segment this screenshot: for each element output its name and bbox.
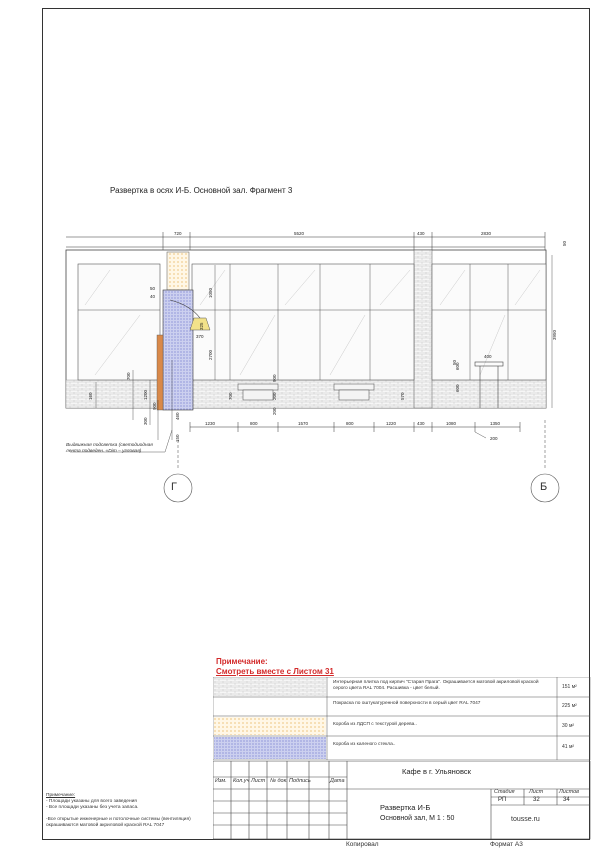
sheets-label: Листов: [559, 789, 580, 795]
sheet-label: Лист: [529, 789, 544, 795]
dim-mid-11: 50: [452, 359, 457, 365]
dim-top-1: 720: [174, 231, 182, 236]
stamp-col-kolvo: Кол.уч: [233, 778, 250, 784]
legend-item-3-text: Короба из ЛДСП с текстурой дерева..: [333, 722, 417, 727]
legend-item-4-area: 41 м²: [562, 744, 575, 750]
stamp-col-doc: № док.: [270, 778, 288, 784]
axis-left-label: Г: [171, 481, 177, 493]
dim-bottom-5: 1220: [386, 421, 397, 426]
notes-heading: Примечание:: [216, 657, 268, 666]
dim-left-10: 50: [150, 286, 156, 291]
brick-base: [66, 380, 546, 408]
dim-bottom-8: 1350: [490, 421, 501, 426]
legend-swatch-glass: [214, 737, 326, 759]
sheet-title-1: Развертка И-Б: [380, 803, 431, 812]
legend-item-4-text: Короба из каленого стекла..: [333, 742, 396, 747]
legend-swatch-brick: [214, 678, 326, 696]
dim-mid-4: 200: [272, 392, 277, 400]
brick-column: [414, 250, 432, 408]
dim-bottom-1: 1230: [205, 421, 216, 426]
dim-left-6: 300: [143, 417, 148, 425]
stamp-col-sign: Подпись: [289, 778, 311, 784]
bottom-dimension-line: [190, 422, 520, 432]
dim-left-3: 2700: [208, 349, 213, 360]
sheet-title-2: Основной зал, М 1 : 50: [380, 815, 455, 822]
wood-box: [167, 252, 189, 290]
dim-top-2: 5520: [294, 231, 305, 236]
stamp-col-date: Дата: [330, 778, 345, 784]
footer-format: Формат А3: [490, 841, 523, 848]
company-name: tousse.ru: [511, 816, 540, 823]
dim-bottom-6: 430: [417, 421, 425, 426]
sheet-value: 32: [533, 797, 540, 803]
side-note-2: - Все площади указаны без учета запаса.: [46, 805, 139, 810]
dim-mid-7: 570: [400, 392, 405, 400]
dim-bottom-3: 1570: [298, 421, 309, 426]
dim-mid-3: 900: [272, 374, 277, 382]
dim-left-11: 40: [150, 294, 156, 299]
legend-item-2-area: 225 м²: [562, 703, 577, 709]
dim-mid-9: 400: [484, 354, 492, 359]
stage-value: РП: [498, 797, 507, 803]
window-frames: [78, 264, 546, 380]
dim-left-9: 150: [175, 434, 180, 442]
dim-left-5: 1200: [143, 389, 148, 400]
legend-item-1-area: 151 м²: [562, 684, 577, 690]
dim-mid-6: 200: [272, 407, 277, 415]
drawing-title: Развертка в осях И-Б. Основной зал. Фрагмент 3: [110, 186, 293, 195]
dim-mid-10: 600: [455, 362, 460, 370]
dim-left-4: 700: [126, 372, 131, 380]
callout-leader: [165, 430, 172, 452]
dim-bottom-leader: [475, 432, 486, 438]
legend-item-3-area: 30 м²: [562, 723, 575, 729]
side-note-1: - Площади указаны для всего заведения: [46, 799, 137, 804]
dim-top-5: 50: [562, 240, 567, 246]
notes-subheading: Смотреть вместе с Листом 31: [216, 667, 334, 676]
stamp-col-izm: Изм.: [215, 778, 227, 784]
dim-left-7: 900: [152, 402, 157, 410]
footer-copied: Копировал: [346, 841, 379, 848]
callout-text: Выдвижная подсветка (светодиодная лента подведен. «Dim – угловая): [66, 443, 153, 454]
glass-box: [163, 290, 193, 410]
legend-item-1-text: Интерьерная плитка под кирпич "Старая Прага". Окрашивается матовой акриловой краской серого цвета RAL 7004. Расшивка - цвет белый.: [333, 680, 539, 691]
side-note-3: -Все открытые инженерные и потолочные системы (вентиляция) окрашиваются матовой акриловой краской RAL 7047: [46, 817, 191, 828]
axis-right-label: Б: [540, 481, 548, 493]
side-notes-heading: Примечание:: [46, 793, 76, 798]
dim-bottom-7: 1080: [446, 421, 457, 426]
legend-item-2-text: Покраска по оштукатуренной поверхности в серый цвет RAL 7047: [333, 701, 481, 706]
dim-left-1: 160: [88, 392, 93, 400]
dim-top-4: 2830: [481, 231, 492, 236]
dim-mid-8: 600: [455, 384, 460, 392]
dim-bottom-4: 800: [346, 421, 354, 426]
stamp-col-list: Лист: [251, 778, 266, 784]
dim-top-3: 430: [417, 231, 425, 236]
project-name: Кафе в г. Ульяновск: [402, 767, 471, 776]
wood-shelf: [157, 335, 163, 410]
dim-left-8: 460: [175, 412, 180, 420]
dim-mid-1: 325: [199, 322, 204, 330]
legend-swatch-wood: [214, 717, 326, 735]
axis-left-marker: [164, 474, 192, 502]
dim-bottom-2: 800: [250, 421, 258, 426]
dim-mid-5: 700: [228, 392, 233, 400]
dim-left-2: 1050: [208, 287, 213, 298]
dim-bottom-9: 200: [490, 436, 498, 441]
dim-mid-2: 370: [196, 334, 204, 339]
dim-mid-12: 3950: [552, 329, 557, 340]
sheets-value: 34: [563, 797, 570, 803]
stage-label: Стадия: [494, 789, 515, 795]
top-dimension-line: [66, 232, 545, 250]
